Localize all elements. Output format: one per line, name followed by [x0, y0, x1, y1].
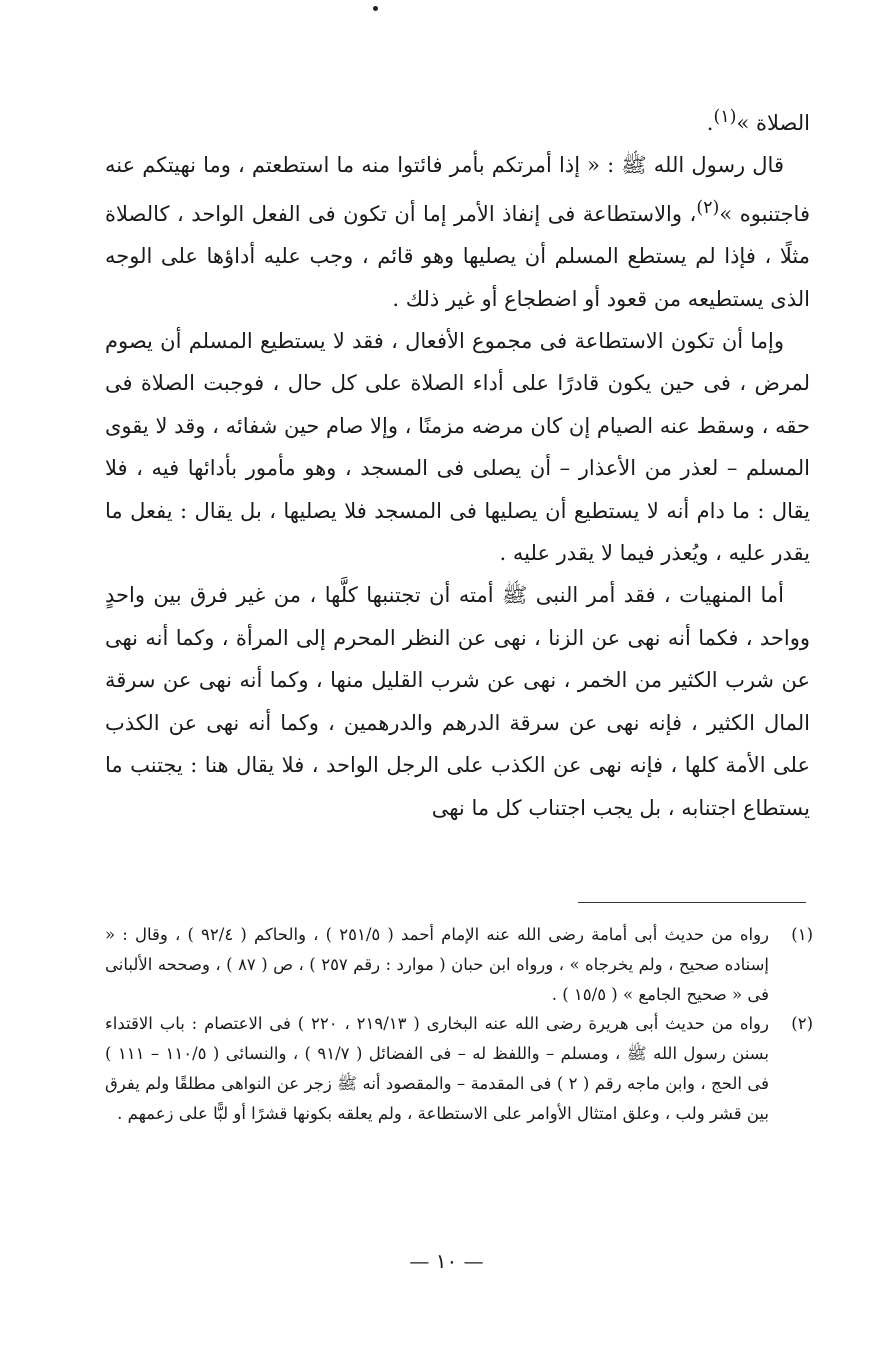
footnote-1	[105, 920, 813, 1009]
continuation-text: الصلاة »	[736, 111, 810, 135]
paragraph-3: أما المنهيات ، فقد أمر النبى ﷺ أمته أن تجتنبها كلَّها ، من غير فرق بين واحدٍ وواحد ، فكما أنه نهى عن الزنا ، نهى عن النظر المحرم إلى المرأة ، وكما أنه نهى عن شرب الكثير من الخمر ، نهى عن شرب القليل منها ، وكما أنه نهى عن سرقة المال الكثير ، فإنه نهى عن سرقة الدرهم والدرهمين ، وكما أنه نهى عن الكذب على الأمة كلها ، فإنه نهى عن الكذب على الرجل الواحد ، فلا يقال هنا : يجتنب ما يستطاع اجتنابه ، بل يجب اجتناب كل ما نهى	[105, 583, 810, 820]
paragraph-1-part-a: قال رسول الله ﷺ : « إذا أمرتكم بأمر فائتوا منه ما استطعتم ، وما نهيتكم عنه فاجتنبوه »	[105, 153, 810, 226]
paragraph-2: وإما أن تكون الاستطاعة فى مجموع الأفعال ، فقد لا يستطيع المسلم أن يصوم لمرض ، فى حين يكون قادرًا على أداء الصلاة على كل حال ، فوجبت الصلاة فى حقه ، وسقط عنه الصيام إن كان مرضه مزمنًا ، وإلا صام حين شفائه ، وقد لا يقوى المسلم – لعذر من الأعذار – أن يصلى فى المسجد ، وهو مأمور بأدائها فيه ، فلا يقال : ما دام أنه لا يستطيع أن يصليها فى المسجد فلا يصليها ، بل يقال : يفعل ما يقدر عليه ، ويُعذر فيما لا يقدر عليه .	[105, 329, 810, 566]
paragraph-1-part-b: ، والاستطاعة فى إنفاذ الأمر إما أن تكون فى الفعل الواحد ، كالصلاة مثلًا ، فإذا لم يستطع المسلم أن يصليها وهو قائم ، وجب عليه أداؤها على الوجه الذى يستطيعه من قعود أو اضطجاع أو غير ذلك .	[105, 201, 810, 311]
page-number: — ١٠ —	[409, 1249, 484, 1273]
main-text-body	[105, 96, 810, 829]
footnote-2	[105, 1009, 813, 1128]
footnote-text: رواه من حديث أبى أمامة رضى الله عنه الإمام أحمد ( ٢٥١/٥ ) ، والحاكم ( ٩٢/٤ ) ، وقال : « إسناده صحيح ، ولم يخرجاه » ، ورواه ابن حبان ( موارد : رقم ٢٥٧ ) ، ص ( ٨٧ ) ، وصححه الألبانى فى « صحيح الجامع » ( ١٥/٥ ) .	[105, 925, 770, 1004]
paragraph-1	[105, 144, 810, 320]
footnote-number: (٢)	[791, 1014, 813, 1034]
footnote-ref-2: (٢)	[696, 197, 720, 218]
page-mark-dot	[373, 6, 378, 11]
footnote-separator	[578, 902, 806, 903]
footnote-ref-1: (١)	[713, 107, 737, 127]
continuation-end: .	[706, 111, 714, 135]
footnote-number: (١)	[791, 925, 813, 944]
continuation-line	[105, 96, 810, 144]
footnote-text: رواه من حديث أبى هريرة رضى الله عنه البخارى ( ٢١٩/١٣ ، ٢٢٠ ) فى الاعتصام : باب الاقتداء بسنن رسول الله ﷺ ، ومسلم – واللفظ له – فى الفضائل ( ٩١/٧ ) ، والنسائى ( ١١٠/٥ – ١١١ ) فى الحج ، وابن ماجه رقم ( ٢ ) فى المقدمة – والمقصود أنه ﷺ زجر عن النواهى مطلقًا ولم يفرق بين قشر ولب ، وعلق امتثال الأوامر على الاستطاعة ، ولم يعلقه بكونها قشرًا أو لبًّا على زعمهم .	[105, 1014, 769, 1123]
footnotes	[105, 920, 813, 1129]
